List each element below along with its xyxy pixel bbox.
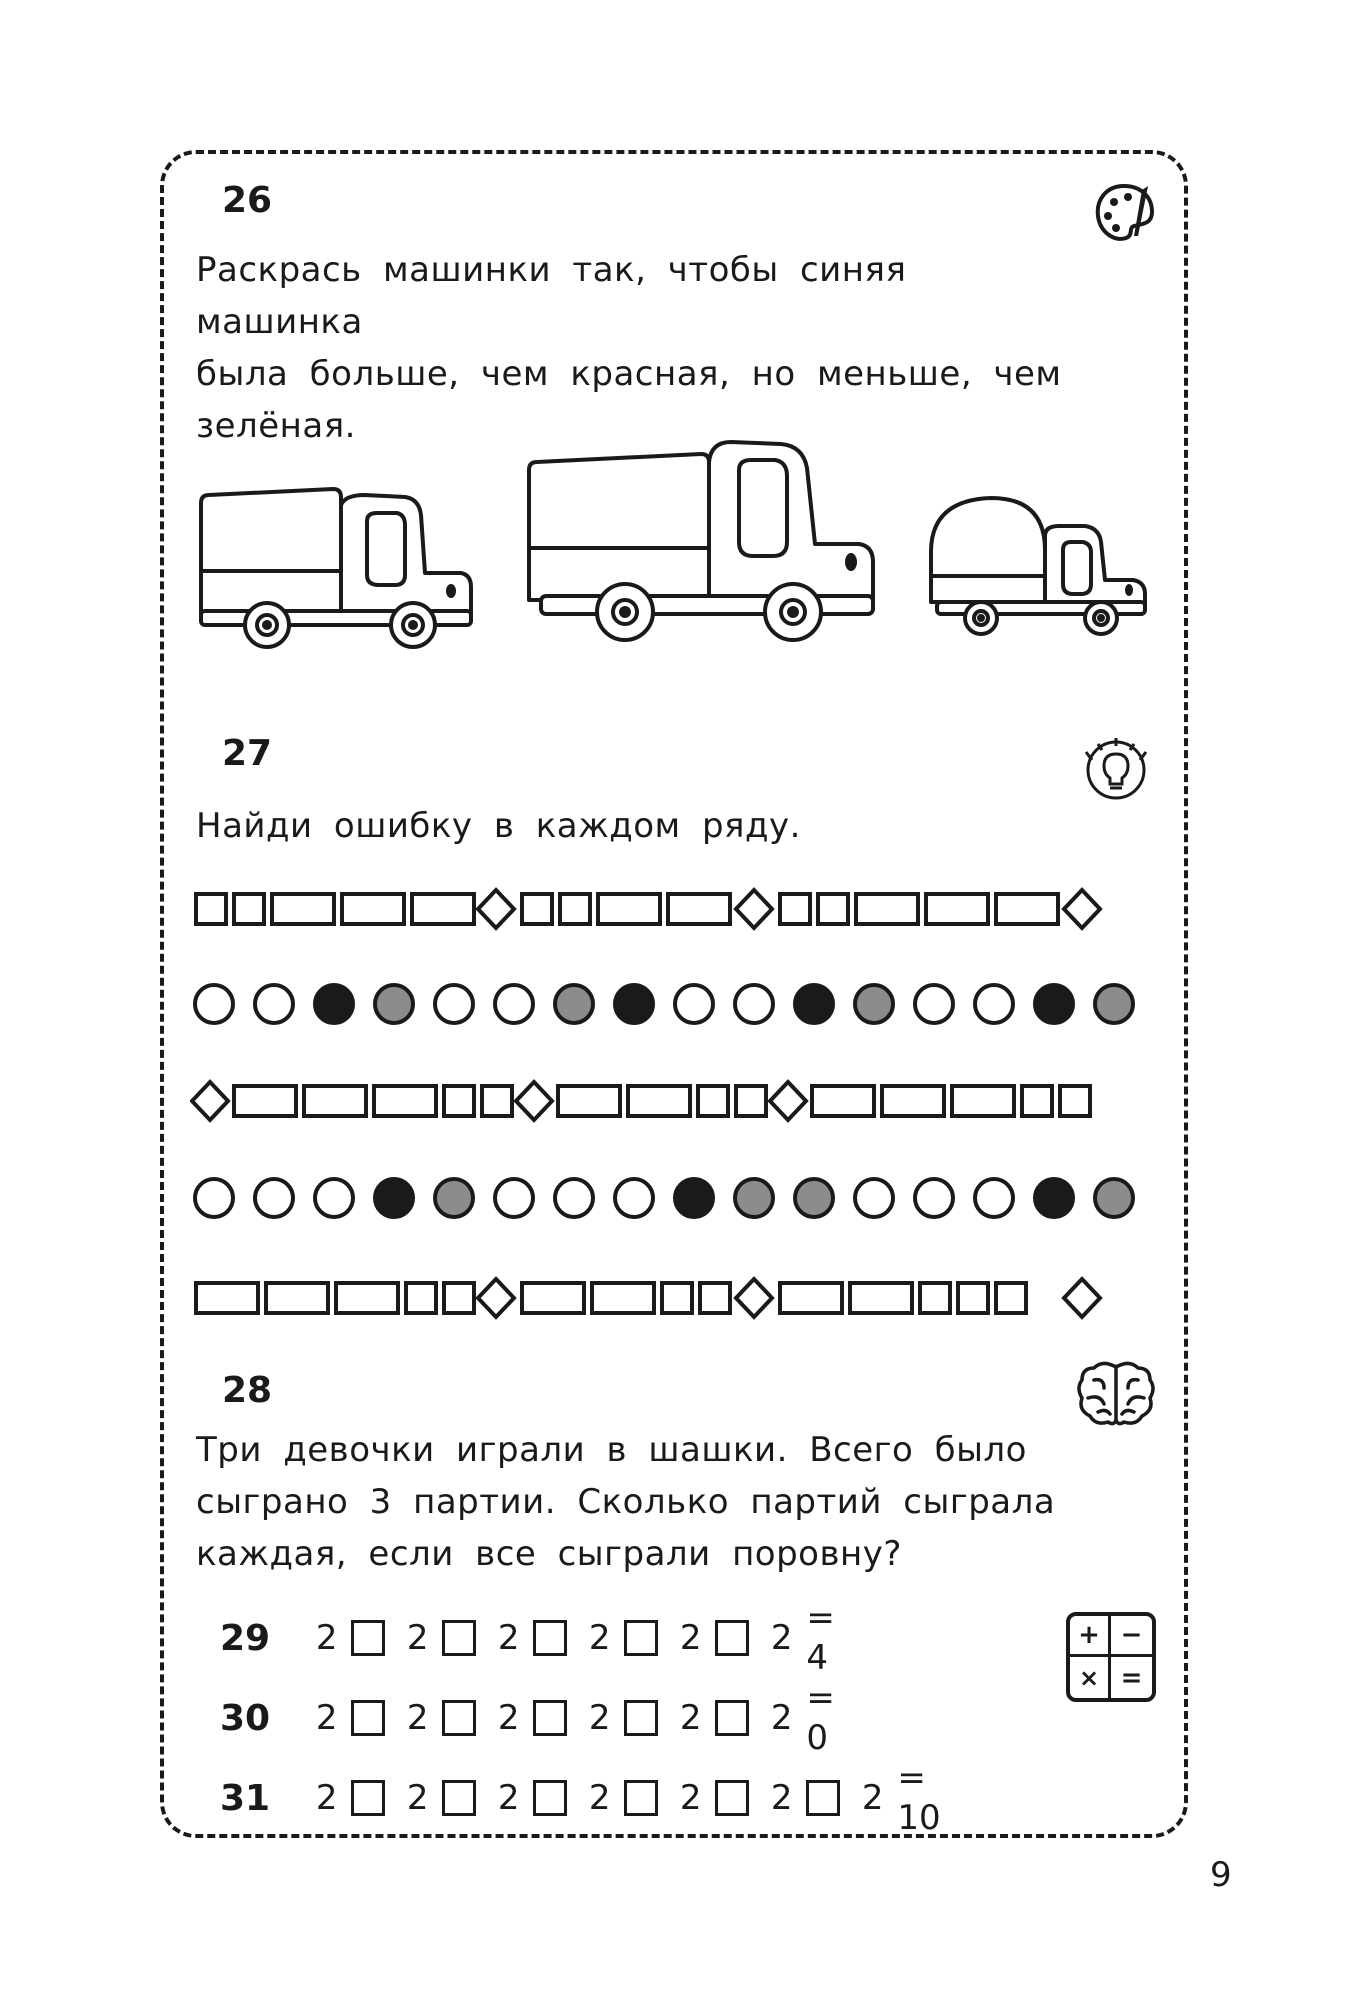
operator-blank-box[interactable] <box>533 1620 567 1656</box>
equation-digit: 2 <box>679 1698 702 1738</box>
truck-large <box>525 432 885 652</box>
equation-digit: 2 <box>315 1618 338 1658</box>
equation-digit: 2 <box>861 1778 884 1818</box>
task28-text <box>196 1424 1066 1580</box>
calculator-icon <box>1066 1612 1156 1702</box>
equation-number: 29 <box>220 1618 271 1659</box>
lightbulb-icon <box>1078 734 1154 804</box>
equation-digit: 2 <box>770 1698 793 1738</box>
task26-line-2: была больше, чем красная, но меньше, чем <box>196 354 1062 394</box>
task-number-26: 26 <box>222 180 273 221</box>
equation-items <box>312 1758 973 1838</box>
operator-blank-box[interactable] <box>624 1780 658 1816</box>
equation-digit: 2 <box>588 1618 611 1658</box>
operator-blank-box[interactable] <box>806 1780 840 1816</box>
equation-digit: 2 <box>588 1698 611 1738</box>
equation-digit: 2 <box>497 1698 520 1738</box>
equation-digit: 2 <box>679 1618 702 1658</box>
equation-digit: 2 <box>497 1618 520 1658</box>
equation-items <box>312 1598 863 1678</box>
task-number-28: 28 <box>222 1370 273 1411</box>
operator-blank-box[interactable] <box>533 1780 567 1816</box>
equation-digit: 2 <box>315 1698 338 1738</box>
operator-blank-box[interactable] <box>351 1780 385 1816</box>
equation-digit: 2 <box>406 1618 429 1658</box>
equation-digit: 2 <box>497 1778 520 1818</box>
truck-small <box>925 490 1165 655</box>
operator-blank-box[interactable] <box>715 1780 749 1816</box>
task28-line-2: сыграно 3 партии. Сколько партий сыграла <box>196 1482 1056 1522</box>
plus-icon: + <box>1070 1616 1111 1657</box>
operator-blank-box[interactable] <box>351 1620 385 1656</box>
equation-number: 30 <box>220 1698 271 1739</box>
circle-row-2 <box>190 980 1150 1030</box>
shape-row-1 <box>190 886 1150 936</box>
minus-icon: − <box>1111 1616 1152 1657</box>
operator-blank-box[interactable] <box>442 1780 476 1816</box>
equation-digit: 2 <box>588 1778 611 1818</box>
palette-icon <box>1092 180 1156 250</box>
multiply-icon: × <box>1070 1657 1111 1698</box>
operator-blank-box[interactable] <box>533 1700 567 1736</box>
operator-blank-box[interactable] <box>624 1620 658 1656</box>
equation-digit: 2 <box>770 1778 793 1818</box>
brain-icon <box>1074 1358 1158 1432</box>
task28-line-1: Три девочки играли в шашки. Всего было <box>196 1430 1027 1470</box>
page-number: 9 <box>1210 1855 1232 1895</box>
equation-items <box>312 1678 863 1758</box>
operator-blank-box[interactable] <box>442 1620 476 1656</box>
operator-blank-box[interactable] <box>715 1620 749 1656</box>
equation-digit: 2 <box>406 1778 429 1818</box>
task26-line-3: зелёная. <box>196 406 356 446</box>
equation-digit: 2 <box>406 1698 429 1738</box>
operator-blank-box[interactable] <box>351 1700 385 1736</box>
equation-digit: 2 <box>679 1778 702 1818</box>
equation-digit: 2 <box>315 1778 338 1818</box>
equation-number: 31 <box>220 1778 271 1819</box>
shape-row-3 <box>190 1078 1150 1128</box>
circle-row-4 <box>190 1174 1150 1224</box>
task26-line-1: Раскрась машинки так, чтобы синяя машинка <box>196 250 907 342</box>
task28-line-3: каждая, если все сыграли поровну? <box>196 1534 902 1574</box>
equation-result: = 10 <box>897 1758 941 1838</box>
shape-row-5 <box>190 1275 1150 1325</box>
equals-icon: = <box>1120 1662 1143 1693</box>
operator-blank-box[interactable] <box>442 1700 476 1736</box>
task26-text <box>196 244 1066 452</box>
operator-blank-box[interactable] <box>624 1700 658 1736</box>
equation-result: = 4 <box>806 1598 835 1678</box>
equation-result: = 0 <box>806 1678 835 1758</box>
equation-digit: 2 <box>770 1618 793 1658</box>
task27-text: Найди ошибку в каждом ряду. <box>196 806 801 846</box>
task-number-27: 27 <box>222 733 273 774</box>
truck-medium <box>195 475 485 660</box>
operator-blank-box[interactable] <box>715 1700 749 1736</box>
